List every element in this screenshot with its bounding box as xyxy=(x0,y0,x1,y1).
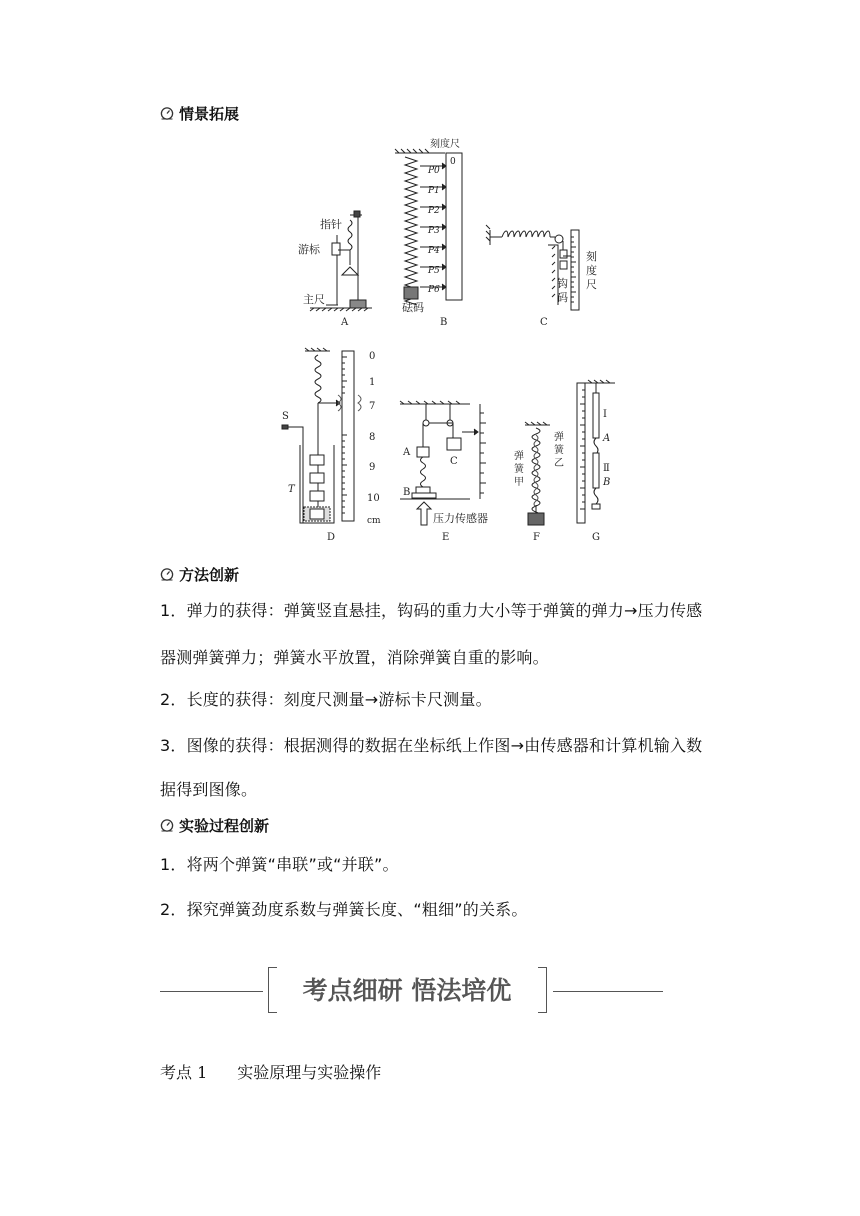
stopwatch-icon xyxy=(160,106,174,120)
method-item-3-line1: 3．图像的获得：根据测得的数据在坐标纸上作图→由传感器和计算机输入数 xyxy=(160,736,703,755)
label-ruler-b: 刻度尺 xyxy=(430,139,460,150)
experiment-figure xyxy=(270,135,625,545)
divider-line-right xyxy=(553,991,663,992)
label-yi-f-2: 簧 xyxy=(554,445,564,456)
label-yi-f-1: 弹 xyxy=(554,432,564,443)
tick-d-10: 10 xyxy=(367,493,380,504)
topic-title: 实验原理与实验操作 xyxy=(237,1063,382,1082)
panel-label-d: D xyxy=(327,532,336,543)
unit-d: cm xyxy=(367,516,381,526)
label-weight-b: 砝码 xyxy=(402,301,424,314)
label-p3: P3 xyxy=(428,226,440,236)
panel-label-c: C xyxy=(540,317,548,328)
tick-d-8: 8 xyxy=(369,432,376,443)
label-p4: P4 xyxy=(428,246,440,256)
divider-line-left xyxy=(160,991,263,992)
stopwatch-icon xyxy=(160,567,174,581)
panel-label-f: F xyxy=(533,532,540,543)
label-jia-f-1: 弹 xyxy=(514,451,524,462)
panel-f-diagram xyxy=(525,422,550,525)
label-s-d: S xyxy=(282,411,289,422)
label-sensor-e: 压力传感器 xyxy=(433,512,488,525)
label-vernier: 游标 xyxy=(298,243,320,256)
label-two-g: Ⅱ xyxy=(603,463,610,474)
tick-d-9: 9 xyxy=(369,462,376,473)
bracket-left xyxy=(268,967,277,1013)
label-a-e: A xyxy=(403,447,411,458)
topic-label: 考点 1 xyxy=(160,1063,208,1082)
chapter-divider xyxy=(160,965,663,1015)
label-main-scale: 主尺 xyxy=(303,293,325,306)
label-zero-b: 0 xyxy=(450,157,456,167)
label-yi-f-3: 乙 xyxy=(554,458,564,469)
bracket-right xyxy=(538,967,547,1013)
panel-label-a: A xyxy=(341,317,349,328)
label-ruler-c-3: 尺 xyxy=(586,278,597,291)
method-item-1-line2: 器测弹簧弹力；弹簧水平放置，消除弹簧自重的影响。 xyxy=(160,648,549,667)
section-heading-method: 方法创新 xyxy=(160,563,239,585)
label-p2: P2 xyxy=(428,206,440,216)
method-item-1-line1: 1．弹力的获得：弹簧竖直悬挂，钩码的重力大小等于弹簧的弹力→压力传感 xyxy=(160,601,703,620)
label-pointer: 指针 xyxy=(320,218,342,231)
label-jia-f-2: 簧 xyxy=(514,464,524,475)
panel-e-diagram xyxy=(400,401,486,525)
panel-label-e: E xyxy=(442,532,450,543)
panel-label-b: B xyxy=(440,317,448,328)
label-c-e: C xyxy=(450,456,458,467)
label-t-d: T xyxy=(288,484,295,495)
label-hook-c-1: 钩 xyxy=(557,277,568,290)
divider-title: 考点细研 悟法培优 xyxy=(302,976,512,1005)
process-item-1: 1．将两个弹簧“串联”或“并联”。 xyxy=(160,855,399,874)
label-p0: P0 xyxy=(428,166,440,176)
panel-g-diagram xyxy=(577,380,615,523)
label-one-g: Ⅰ xyxy=(603,409,607,420)
process-item-2: 2．探究弹簧劲度系数与弹簧长度、“粗细”的关系。 xyxy=(160,900,528,919)
label-b-e: B xyxy=(403,487,411,498)
label-a-g: A xyxy=(603,433,611,444)
method-item-3-line2: 据得到图像。 xyxy=(160,780,258,799)
label-p6: P6 xyxy=(428,285,440,295)
label-ruler-c-2: 度 xyxy=(586,264,597,277)
section-heading-scenario: 情景拓展 xyxy=(160,102,239,124)
label-jia-f-3: 甲 xyxy=(514,477,524,488)
tick-d-7: 7 xyxy=(369,401,376,412)
label-ruler-c-1: 刻 xyxy=(586,250,597,263)
section-heading-process: 实验过程创新 xyxy=(160,814,269,836)
panel-d-diagram xyxy=(282,348,361,523)
label-p5: P5 xyxy=(428,266,440,276)
label-hook-c-2: 码 xyxy=(557,291,568,304)
panel-label-g: G xyxy=(592,532,600,543)
method-item-2: 2．长度的获得：刻度尺测量→游标卡尺测量。 xyxy=(160,690,492,709)
tick-d-1: 1 xyxy=(369,377,376,388)
topic-heading xyxy=(160,1060,381,1083)
label-b-g: B xyxy=(603,477,611,488)
tick-d-0: 0 xyxy=(369,351,376,362)
label-p1: P1 xyxy=(428,186,440,196)
stopwatch-icon xyxy=(160,818,174,832)
